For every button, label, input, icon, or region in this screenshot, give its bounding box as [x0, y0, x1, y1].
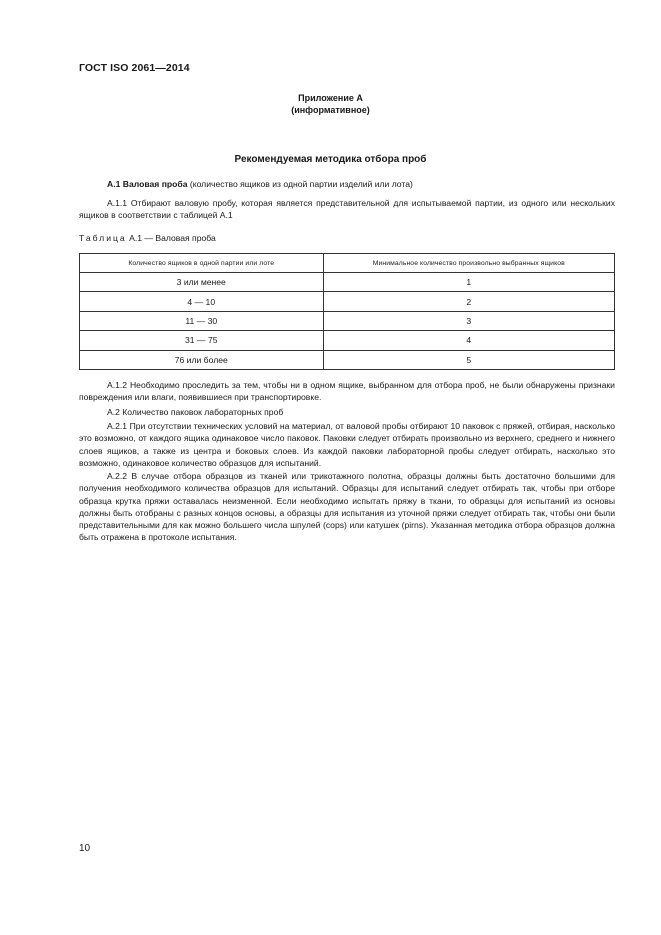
table-cell-lot: 3 или менее — [80, 273, 324, 292]
table-cell-lot: 76 или более — [80, 350, 324, 369]
table-row — [80, 350, 615, 369]
section-title: Рекомендуемая методика отбора проб — [234, 154, 427, 165]
table-caption-prefix: Таблица — [79, 233, 127, 243]
standard-code: ГОСТ ISO 2061—2014 — [79, 62, 190, 74]
table-cell-min: 3 — [323, 311, 614, 330]
a1-text: (количество ящиков из одной партии изделий или лота) — [187, 179, 413, 189]
paragraph-a1-1: А.1.1 Отбирают валовую пробу, которая является представительной для испытываемой партии, из одного или нескольких ящиков в соответствии с таблицей А.1 — [79, 198, 615, 221]
table-header-boxes-in-lot: Количество ящиков в одной партии или лоте — [80, 254, 324, 273]
table-cell-lot: 31 — 75 — [80, 331, 324, 350]
page-number: 10 — [79, 843, 91, 854]
sampling-table — [79, 253, 615, 370]
a1-label: А.1 Валовая проба — [107, 179, 188, 189]
paragraph-a2-2: А.2.2 В случае отбора образцов из тканей или трикотажного полотна, образцы должны быть достаточно большими для получения необходимого количества образцов для испытаний. Образцы для испытаний следует отбирать так, чтобы при отборе образца крутка пряжи оставалась неизменной. Если необходимо испытать пряжу в ткани, то образцы для испытаний из основы должны быть отобраны с разных концов основы, а образцы для испытания из уточной пряжи следует отбирать так, чтобы они были представительными для как можно большего числа шпулей (cops) или катушек (pirns). Указанная методика отбора образцов должна быть отражена в протоколе испытания. — [79, 471, 615, 543]
table-row — [80, 292, 615, 311]
table-cell-min: 1 — [323, 273, 614, 292]
table-cell-min: 2 — [323, 292, 614, 311]
table-row — [80, 331, 615, 350]
table-cell-lot: 4 — 10 — [80, 292, 324, 311]
table-cell-lot: 11 — 30 — [80, 311, 324, 330]
table-cell-min: 5 — [323, 350, 614, 369]
table-row — [80, 273, 615, 292]
paragraph-a1 — [79, 178, 615, 190]
appendix-title: Приложение А — [298, 93, 363, 103]
table-row — [80, 311, 615, 330]
paragraph-a2: А.2 Количество паковок лабораторных проб — [107, 407, 284, 417]
paragraph-a1-2: А.1.2 Необходимо проследить за тем, чтобы ни в одном ящике, выбранном для отбора проб, не были обнаружены признаки повреждения или влаги, появившиеся при транспортировке. — [79, 380, 615, 403]
table-header-min-boxes: Минимальное количество произвольно выбранных ящиков — [323, 254, 614, 273]
paragraph-a2-1: А.2.1 При отсутствии технических условий на материал, от валовой пробы отбирают 10 паковок с пряжей, отбирая, насколько это возможно, от каждого ящика одинаковое число паковок. Паковки следует отбирать произвольно из верхнего, среднего и нижнего слоев ящиков, а также из центра и боковых слоев. Из каждой паковки лабораторной пробы следует отбирать, насколько это возможно, одинаковое количество образцов для испытаний. — [79, 421, 615, 468]
table-caption — [79, 233, 216, 243]
table-caption-rest: А.1 — Валовая проба — [126, 233, 216, 243]
table-cell-min: 4 — [323, 331, 614, 350]
table-header-row — [80, 254, 615, 273]
appendix-subtitle: (информативное) — [291, 105, 370, 115]
